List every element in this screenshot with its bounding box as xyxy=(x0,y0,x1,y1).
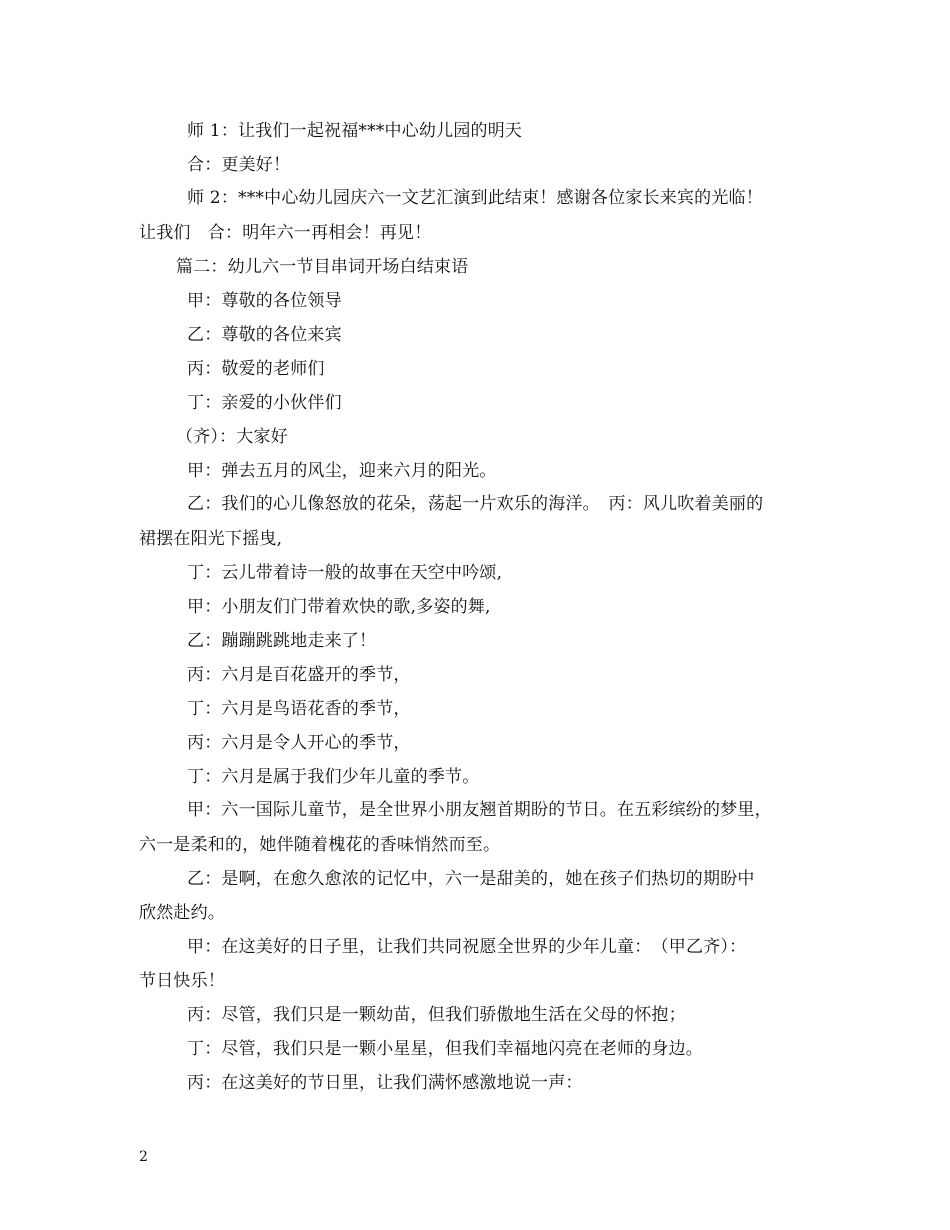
text-line: 裙摆在阳光下摇曳, xyxy=(139,529,283,549)
text-line: 甲：小朋友们门带着欢快的歌,多姿的舞, xyxy=(187,597,491,617)
text-line: 甲：弹去五月的风尘，迎来六月的阳光。 xyxy=(187,461,497,481)
section-heading: 篇二：幼儿六一节目串词开场白结束语 xyxy=(176,257,469,277)
text-line: 丙：敬爱的老师们 xyxy=(187,359,325,379)
text-line: 六一是柔和的，她伴随着槐花的香味悄然而至。 xyxy=(139,835,501,855)
text-line: 乙：我们的心儿像怒放的花朵，荡起一片欢乐的海洋。 丙：风儿吹着美丽的 xyxy=(187,494,764,514)
text-line: 丁：六月是属于我们少年儿童的季节。 xyxy=(187,767,480,787)
text-line: 丙：六月是令人开心的季节， xyxy=(187,733,411,753)
text-line: 丙：六月是百花盛开的季节， xyxy=(187,665,411,685)
text-line: 乙：蹦蹦跳跳地走来了！ xyxy=(187,631,377,651)
text-line: 节日快乐！ xyxy=(139,971,225,991)
text-line: 丁：云儿带着诗一般的故事在天空中吟颂, xyxy=(187,563,503,583)
text-line: 合：更美好！ xyxy=(187,155,291,175)
text-line: 丙：在这美好的节日里，让我们满怀感激地说一声： xyxy=(187,1073,583,1093)
text-line: 甲：尊敬的各位领导 xyxy=(187,291,342,311)
text-line: 丁：尽管，我们只是一颗小星星，但我们幸福地闪亮在老师的身边。 xyxy=(187,1039,703,1059)
text-line: 师 1：让我们一起祝福***中心幼儿园的明天 xyxy=(187,121,523,141)
text-line: 让我们 合：明年六一再相会！再见！ xyxy=(139,223,432,243)
text-line: 乙：是啊，在愈久愈浓的记忆中，六一是甜美的，她在孩子们热切的期盼中 xyxy=(187,869,755,889)
text-line: 甲：在这美好的日子里，让我们共同祝愿全世界的少年儿童： （甲乙齐）： xyxy=(187,937,747,957)
text-line: 甲：六一国际儿童节，是全世界小朋友翘首期盼的节日。在五彩缤纷的梦里， xyxy=(187,800,772,820)
text-line: 欣然赴约。 xyxy=(139,903,225,923)
page-number: 2 xyxy=(139,1149,148,1165)
text-line: 乙：尊敬的各位来宾 xyxy=(187,325,342,345)
text-line: 丙：尽管，我们只是一颗幼苗，但我们骄傲地生活在父母的怀抱； xyxy=(187,1005,686,1025)
text-line: 师 2：***中心幼儿园庆六一文艺汇演到此结束！感谢各位家长来宾的光临！ xyxy=(187,188,763,208)
text-line: （齐）：大家好 xyxy=(176,427,288,447)
text-line: 丁：亲爱的小伙伴们 xyxy=(187,393,342,413)
text-line: 丁：六月是鸟语花香的季节， xyxy=(187,699,411,719)
